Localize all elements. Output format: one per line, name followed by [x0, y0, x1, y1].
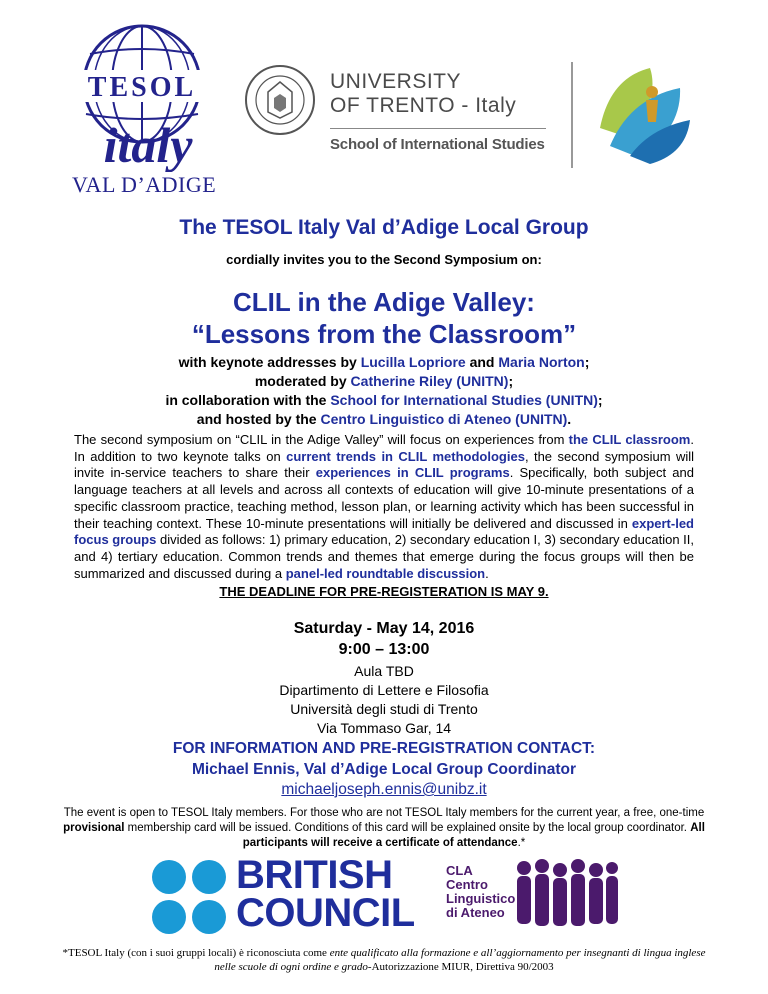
- membership-notice: The event is open to TESOL Italy members. For those who are not TESOL Italy members for the current year, a free, one-time provisional membership card will be issued. Conditions of this card will be explained onsite by the local group coordinator. All participants will receive a certificate of attendance.*: [63, 807, 705, 849]
- logo-divider: [330, 128, 546, 129]
- contact-name: Michael Ennis, Val d’Adige Local Group Coordinator: [191, 761, 577, 778]
- keynote-line4: and hosted by the Centro Linguistico di Ateneo (UNITN).: [196, 411, 572, 427]
- header-logos: [0, 0, 768, 210]
- footnote: *TESOL Italy (con i suoi gruppi locali) è riconosciuta come ente qualificato alla formazione e all’aggiornamento per insegnanti di lingua inglese nelle scuole di ogni ordine e grado-Autorizzazione MIUR, Direttiva 90/2003: [62, 947, 706, 973]
- deadline-notice: THE DEADLINE FOR PRE-REGISTERATION IS MAY 9.: [219, 584, 549, 599]
- venue-department: Dipartimento di Lettere e Filosofia: [279, 682, 489, 698]
- cla-logo: CLA Centro Linguistico di Ateneo: [446, 863, 516, 920]
- globe-icon: [70, 22, 220, 172]
- keynote-line2: moderated by Catherine Riley (UNITN);: [254, 373, 514, 389]
- keynote-line1: with keynote addresses by Lucilla Lopriore and Maria Norton;: [178, 354, 590, 370]
- moderator-riley: Catherine Riley (UNITN): [350, 373, 509, 389]
- sis-globe-icon: [590, 58, 700, 168]
- vertical-divider: [571, 62, 573, 168]
- invitation-subtitle: cordially invites you to the Second Symposium on:: [226, 252, 542, 267]
- tesol-wordmark: TESOL: [87, 72, 197, 103]
- tesol-italy-logo: [70, 22, 220, 197]
- university-trento-logo: [244, 64, 549, 164]
- british-council-dots-icon: [150, 858, 228, 936]
- university-name-line1: UNIVERSITY: [330, 70, 462, 93]
- symposium-title-line1: CLIL in the Adige Valley:: [233, 287, 535, 317]
- keynote-line3: in collaboration with the School for International Studies (UNITN);: [165, 392, 603, 408]
- speaker-norton: Maria Norton: [498, 354, 585, 370]
- people-silhouettes-icon: [510, 856, 620, 936]
- description-paragraph: The second symposium on “CLIL in the Adige Valley” will focus on experiences from the CLIL classroom. In addition to two keynote talks on current trends in CLIL methodologies, the second symposium will invite in-service teachers to share their experiences in CLIL programs. Specifically, both subject and language teachers at all levels and across all contexts of education will give 10-minute presentations of a specific classroom practice, teaching method, lesson plan, or learning activity which has been successful in their teaching context. These 10-minute presentations will initially be delivered and discussed in expert-led focus groups divided as follows: 1) primary education, 2) secondary education I, 3) secondary education II, and 4) tertiary education. Common trends and themes that emerge during the focus groups will then be summarized and discussed during a panel-led roundtable discussion.: [74, 432, 694, 581]
- contact-heading: FOR INFORMATION AND PRE-REGISTRATION CONTACT:: [172, 740, 596, 757]
- page-title: The TESOL Italy Val d’Adige Local Group: [179, 216, 589, 239]
- symposium-title-line2: “Lessons from the Classroom”: [191, 319, 577, 349]
- host-cla: Centro Linguistico di Ateneo (UNITN): [320, 411, 568, 427]
- contact-block: [0, 738, 768, 780]
- school-collaboration: School for International Studies (UNITN): [330, 392, 598, 408]
- keynote-block: [0, 353, 768, 429]
- contact-email-link[interactable]: michaeljoseph.ennis@unibz.it: [281, 781, 487, 798]
- venue-university: Università degli studi di Trento: [290, 701, 478, 717]
- venue-room: Aula TBD: [354, 663, 414, 679]
- event-venue: [0, 662, 768, 738]
- venue-address: Via Tommaso Gar, 14: [316, 720, 452, 736]
- symposium-title: [0, 286, 768, 350]
- event-date: Saturday - May 14, 2016: [293, 620, 475, 637]
- event-datetime: [0, 618, 768, 660]
- speaker-lopriore: Lucilla Lopriore: [360, 354, 466, 370]
- university-seal-icon: [244, 64, 316, 136]
- val-adige-label: VAL D’ADIGE: [72, 172, 217, 197]
- university-name-line2: OF TRENTO - Italy: [330, 94, 517, 117]
- school-name: School of International Studies: [330, 136, 545, 153]
- british-council-logo: BRITISH COUNCIL: [236, 853, 415, 935]
- event-time: 9:00 – 13:00: [338, 641, 430, 658]
- italy-wordmark: italy: [103, 117, 193, 172]
